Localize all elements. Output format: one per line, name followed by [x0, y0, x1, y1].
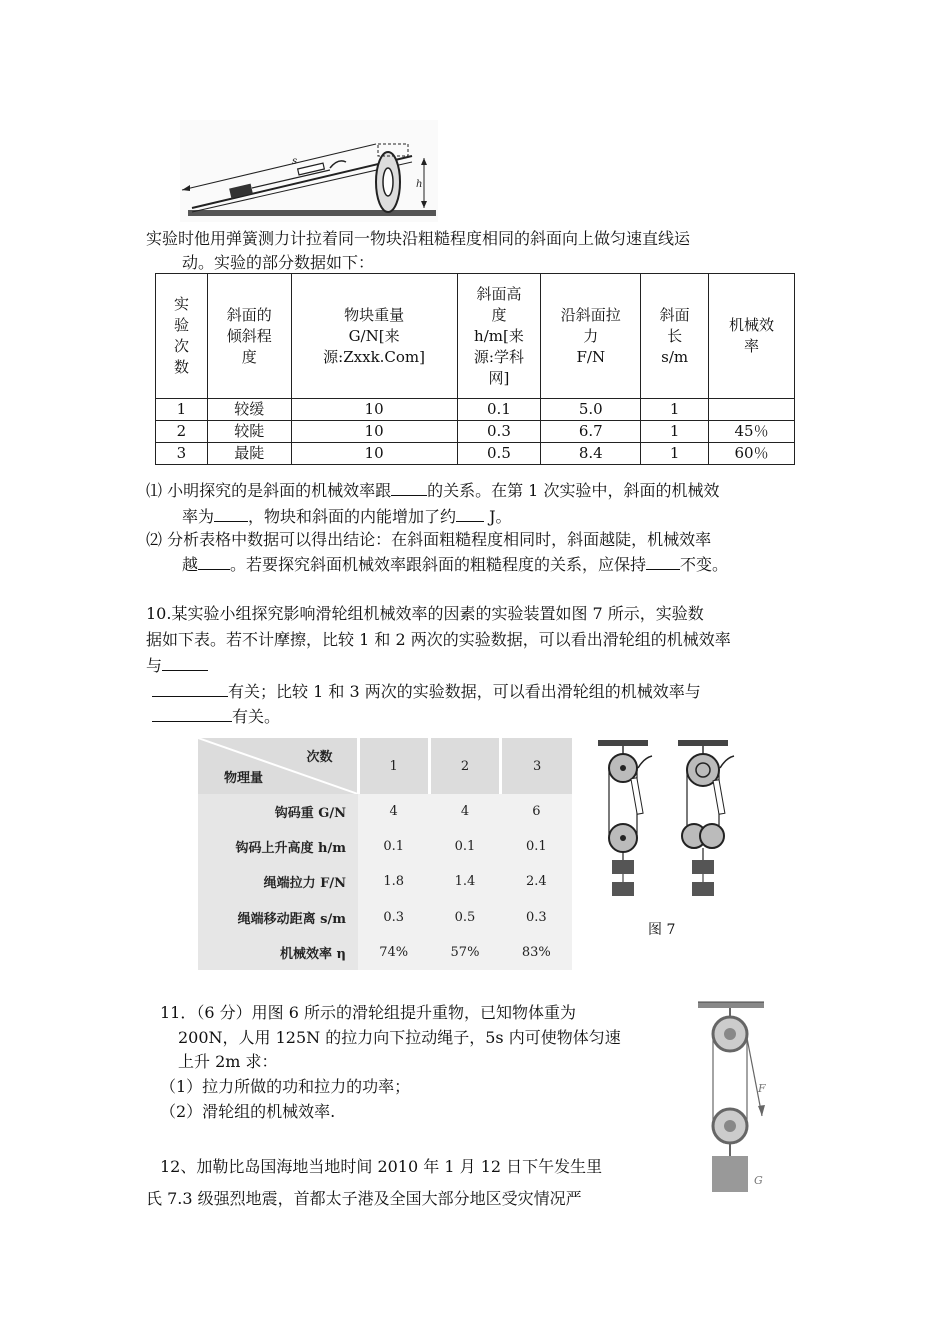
cell: 5.0	[541, 399, 641, 421]
q11-line-2: 200N，人用 125N 的拉力向下拉动绳子，5s 内可使物体匀速	[178, 1028, 621, 1047]
cell: 2	[156, 421, 208, 443]
cell	[709, 399, 795, 421]
row-label: 绳端拉力 F/N	[198, 864, 358, 899]
q9-text: 不变。	[680, 555, 729, 574]
answer-blank[interactable]	[391, 479, 427, 496]
q10-text: 与	[146, 656, 163, 675]
cell: 1	[641, 443, 709, 465]
table-row	[198, 829, 572, 864]
label-G: G	[754, 1174, 763, 1187]
corner-bottom: 物理量	[224, 771, 264, 786]
cell: 0.5	[457, 443, 541, 465]
header-height: 斜面高 度 h/m[来 源:学科 网]	[457, 274, 541, 399]
pulley-setup-figure	[590, 738, 740, 908]
header-efficiency: 机械效 率	[709, 274, 795, 399]
cell: 4	[460, 804, 470, 820]
cell: 1.4	[454, 874, 476, 890]
q9-part1-line2	[182, 505, 512, 528]
table-row	[156, 443, 795, 465]
cell: 0.3	[383, 909, 404, 925]
diagonal-line	[198, 738, 358, 794]
q11-line-3: 上升 2m 求：	[178, 1052, 278, 1071]
table-corner	[198, 738, 358, 794]
cell: 6	[532, 804, 541, 820]
header-trial: 实 验 次 数	[156, 274, 208, 399]
cell: 57%	[450, 944, 480, 960]
cell: 0.3	[457, 421, 541, 443]
cell: 0.1	[454, 839, 476, 855]
table-row	[156, 399, 795, 421]
cell: 3	[156, 443, 208, 465]
pulley-figure-6	[690, 998, 780, 1194]
cell: 0.1	[457, 399, 541, 421]
incline-data-table	[155, 273, 795, 465]
cell: 83%	[521, 944, 551, 960]
cell: 1.8	[383, 874, 404, 890]
col-header: 3	[501, 738, 572, 794]
incline-figure	[180, 120, 438, 222]
answer-blank[interactable]	[646, 553, 680, 570]
q9-text: 。若要探究斜面机械效率跟斜面的粗糙程度的关系，应保持	[230, 555, 647, 574]
label-h: h	[416, 179, 423, 190]
q11-line-5: （2）滑轮组的机械效率.	[160, 1102, 336, 1121]
cell: 0.5	[454, 909, 476, 925]
q10-line-1: 10.某实验小组探究影响滑轮组机械效率的因素的实验装置如图 7 所示，实验数	[146, 604, 704, 623]
header-weight: 物块重量 G/N[来 源:Zxxk.Com]	[291, 274, 457, 399]
row-label: 机械效率 η	[198, 935, 358, 970]
answer-blank[interactable]	[152, 705, 232, 722]
q11-line-4: （1）拉力所做的功和拉力的功率；	[160, 1077, 411, 1096]
cell: 4	[389, 804, 398, 820]
corner-top: 次数	[306, 750, 333, 765]
cell: 10	[291, 399, 457, 421]
answer-blank[interactable]	[198, 553, 230, 570]
cell: 74%	[379, 944, 409, 960]
cell: 8.4	[541, 443, 641, 465]
table-row	[198, 794, 572, 829]
cell: 1	[641, 399, 709, 421]
cell: 2.4	[525, 874, 547, 890]
intro-line-2: 动。实验的部分数据如下：	[182, 253, 375, 272]
cell: 较陡	[207, 421, 291, 443]
q9-part2-line1: ⑵ 分析表格中数据可以得出结论：在斜面粗糙程度相同时，斜面越陡，机械效率	[146, 530, 712, 549]
header-force: 沿斜面拉 力 F/N	[541, 274, 641, 399]
answer-blank[interactable]	[152, 680, 228, 697]
q9-text: ，物块和斜面的内能增加了约	[248, 507, 457, 526]
intro-line-1: 实验时他用弹簧测力计拉着同一物块沿粗糙程度相同的斜面向上做匀速直线运	[146, 229, 691, 248]
cell: 0.1	[525, 839, 547, 855]
cell: 1	[641, 421, 709, 443]
cell: 0.3	[525, 909, 547, 925]
q9-text: J。	[484, 507, 512, 526]
pulley-data-table	[198, 738, 572, 970]
answer-blank[interactable]	[456, 505, 484, 522]
header-length: 斜面 长 s/m	[641, 274, 709, 399]
table-row	[198, 900, 572, 935]
row-label: 绳端移动距离 s/m	[198, 900, 358, 935]
q9-text: 的关系。在第 1 次实验中，斜面的机械效	[427, 481, 720, 500]
q9-text: 率为	[182, 507, 215, 526]
cell: 10	[291, 443, 457, 465]
q12-line-1: 12、加勒比岛国海地当地时间 2010 年 1 月 12 日下午发生里	[160, 1157, 603, 1176]
cell: 0.1	[383, 839, 404, 855]
q9-text: 越	[182, 555, 199, 574]
col-header: 2	[429, 738, 500, 794]
q10-text: 有关。	[232, 707, 281, 726]
q10-line-3	[146, 654, 208, 677]
table-row	[198, 935, 572, 970]
cell: 最陡	[207, 443, 291, 465]
q9-part1-line1	[146, 479, 719, 502]
q9-part2-line2	[182, 553, 728, 576]
cell: 1	[156, 399, 208, 421]
col-header: 1	[358, 738, 429, 794]
header-slope: 斜面的 倾斜程 度	[207, 274, 291, 399]
q10-line-4	[152, 680, 701, 703]
q9-text: ⑴ 小明探究的是斜面的机械效率跟	[146, 481, 392, 500]
row-label: 钩码上升高度 h/m	[198, 829, 358, 864]
cell: 较缓	[207, 399, 291, 421]
answer-blank[interactable]	[162, 654, 208, 671]
label-s: s	[292, 156, 298, 167]
cell: 45％	[709, 421, 795, 443]
q11-line-1: 11．（6 分）用图 6 所示的滑轮组提升重物，已知物体重为	[160, 1003, 576, 1022]
table-row	[156, 421, 795, 443]
table-row	[198, 864, 572, 899]
row-label: 钩码重 G/N	[198, 794, 358, 829]
cell: 60％	[709, 443, 795, 465]
q10-text: 有关；比较 1 和 3 两次的实验数据，可以看出滑轮组的机械效率与	[228, 682, 701, 701]
q10-line-5	[152, 705, 280, 728]
label-F: F	[758, 1082, 766, 1095]
cell: 6.7	[541, 421, 641, 443]
q12-line-2: 氏 7.3 级强烈地震，首都太子港及全国大部分地区受灾情况严	[146, 1189, 582, 1208]
figure-7-caption: 图 7	[648, 922, 676, 938]
q10-line-2: 据如下表。若不计摩擦，比较 1 和 2 两次的实验数据，可以看出滑轮组的机械效率	[146, 630, 731, 649]
cell: 10	[291, 421, 457, 443]
answer-blank[interactable]	[214, 505, 248, 522]
